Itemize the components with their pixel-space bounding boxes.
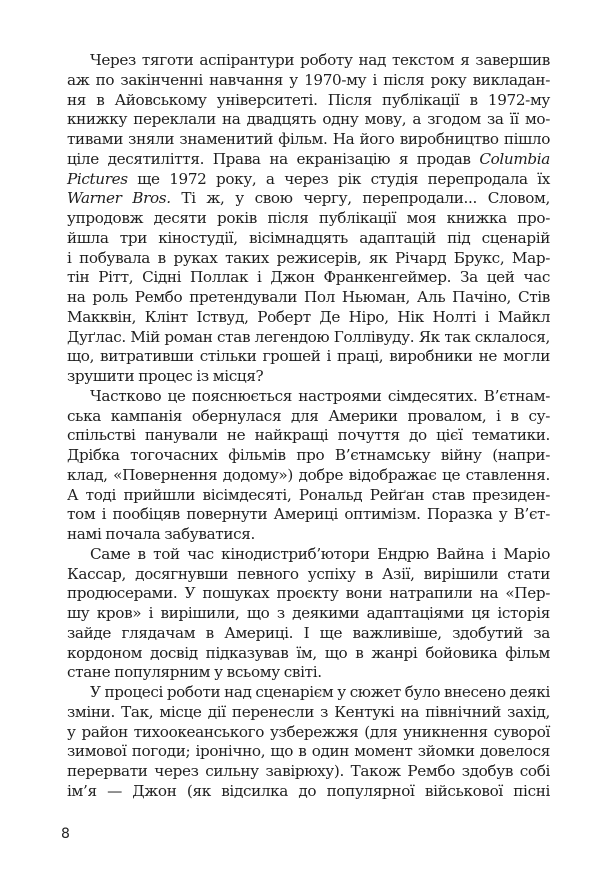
line-text: зміни. Так, місце дії перенесли з Кентукі на північний захід, <box>67 702 550 721</box>
text-line <box>67 466 550 486</box>
line-text: ім’я — Джон (як відсилка до популярної військової пісні <box>67 781 550 800</box>
text-line <box>67 189 550 209</box>
line-text: тивами зняли знаменитий фільм. На його виробництво пішло <box>67 130 550 148</box>
text-line <box>67 367 550 387</box>
text-line <box>67 525 550 545</box>
line-text: що, витративши стільки грошей і праці, виробники не могли <box>67 347 550 366</box>
line-text: ще 1972 року, а через рік студія перепродала їх <box>127 169 550 188</box>
text-line <box>67 229 550 249</box>
line-text: і побувала в руках таких режисерів, як Річард Брукс, Мар- <box>67 248 550 267</box>
line-text: намі почала забуватися. <box>67 525 255 543</box>
text-line <box>67 407 550 427</box>
text-line <box>67 624 550 644</box>
line-text: тін Рітт, Сідні Поллак і Джон Франкенгеймер. За цей час <box>67 268 550 287</box>
text-line <box>67 782 550 802</box>
text-line <box>67 703 550 723</box>
line-text: шу кров» і вирішили, що з деякими адаптаціями ця історія <box>67 604 550 622</box>
text-line <box>67 663 550 683</box>
line-text: Дуґлас. Мій роман став легендою Голлівуду. Як так склалося, <box>67 327 550 346</box>
text-line <box>67 644 550 664</box>
line-text: ня в Айовському університеті. Після публікації в 1972-му <box>67 90 550 109</box>
line-text: спільстві панували не найкращі почуття до цієї тематики. <box>67 426 550 445</box>
line-text: на роль Рембо претендували Пол Ньюман, Аль Пачіно, Стів <box>67 288 550 306</box>
line-text: Саме в той час кінодистриб’ютори Ендрю Вайна і Маріо <box>90 544 550 563</box>
text-line <box>67 91 550 111</box>
text-line <box>67 683 550 703</box>
text-line <box>67 209 550 229</box>
italic-title: Warner Bros. <box>67 189 171 208</box>
italic-title: Columbia <box>479 149 550 168</box>
text-line <box>67 150 550 170</box>
text-line <box>67 565 550 585</box>
line-text: зайде глядачам в Америці. І ще важливіше, здобутий за <box>67 623 550 642</box>
text-line <box>67 170 550 190</box>
text-line <box>67 742 550 762</box>
line-text: аж по закінченні навчання у 1970-му і після року викладан- <box>67 70 550 89</box>
text-line <box>67 51 550 71</box>
line-text: А тоді прийшли вісімдесяті, Рональд Рейґан став президен- <box>67 485 550 504</box>
line-text: ська кампанія обернулася для Америки провалом, і в су- <box>67 406 550 425</box>
line-text: У процесі роботи над сценарієм у сюжет було внесено деякі <box>90 683 550 701</box>
text-line <box>67 545 550 565</box>
line-text: йшла три кіностудії, вісімнадцять адаптацій під сценарій <box>67 228 550 247</box>
line-text: зрушити процес із місця? <box>67 367 264 385</box>
italic-title: Pictures <box>67 169 128 188</box>
line-text: Частково це пояснюється настроями сімдесятих. В’єтнам- <box>90 386 550 405</box>
text-line <box>67 486 550 506</box>
text-line <box>67 347 550 367</box>
text-line <box>67 328 550 348</box>
line-text: Ті ж, у свою чергу, перепродали... Словом, <box>170 189 550 208</box>
text-line <box>67 446 550 466</box>
line-text: книжку переклали на двадцять одну мову, а згодом за її мо- <box>67 110 550 129</box>
text-line <box>67 505 550 525</box>
line-text: Макквін, Клінт Іствуд, Роберт Де Ніро, Нік Нолті і Майкл <box>67 307 550 326</box>
page-number: 8 <box>61 826 70 842</box>
text-line <box>67 249 550 269</box>
text-line <box>67 71 550 91</box>
line-text: зимової погоди; іронічно, що в один момент зйомки довелося <box>67 742 550 761</box>
line-text: стане популярним у всьому світі. <box>67 663 322 682</box>
line-text: Через тяготи аспірантури роботу над текстом я завершив <box>90 51 550 69</box>
text-line <box>67 288 550 308</box>
text-line <box>67 604 550 624</box>
text-line <box>67 426 550 446</box>
line-text: ціле десятиліття. Права на екранізацію я продав <box>67 149 480 168</box>
line-text: у район тихоокеанського узбережжя (для уникнення суворої <box>67 722 550 741</box>
line-text: Дрібка тогочасних фільмів про В’єтнамську війну (напри- <box>67 446 550 464</box>
line-text: кордоном досвід підказував їм, що в жанрі бойовика фільм <box>67 643 550 662</box>
text-line <box>67 130 550 150</box>
book-page-text <box>67 51 550 802</box>
text-line <box>67 387 550 407</box>
text-line <box>67 110 550 130</box>
line-text: Кассар, досягнувши певного успіху в Азії, вирішили стати <box>67 564 550 583</box>
text-line <box>67 723 550 743</box>
text-line <box>67 584 550 604</box>
line-text: продюсерами. У пошуках проєкту вони натрапили на «Пер- <box>67 584 550 603</box>
text-line <box>67 308 550 328</box>
line-text: упродовж десяти років після публікації моя книжка про- <box>67 209 550 227</box>
line-text: перервати через сильну завірюху). Також Рембо здобув собі <box>67 762 550 780</box>
text-line <box>67 268 550 288</box>
line-text: том і пообіцяв повернути Америці оптимізм. Поразка у В’єт- <box>67 505 550 524</box>
line-text: клад, «Повернення додому») добре відображає це ставлення. <box>67 465 550 484</box>
text-line <box>67 762 550 782</box>
